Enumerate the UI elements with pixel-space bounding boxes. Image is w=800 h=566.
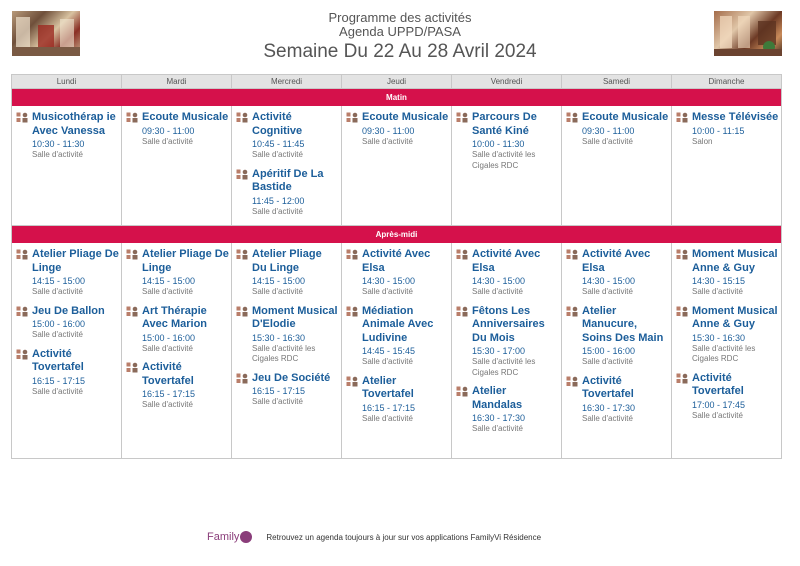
activity-icon <box>126 248 142 298</box>
activity-icon <box>346 305 362 368</box>
activity-title: Atelier Pliage Du Linge <box>252 248 322 274</box>
morning-cell-3 <box>232 106 342 225</box>
activity-title: Activité Avec Elsa <box>582 248 651 274</box>
morning-section-band: Matin <box>12 89 781 106</box>
activity-icon <box>16 348 32 398</box>
activity-time: 09:30 - 11:00 <box>362 125 415 136</box>
afternoon-cell-5 <box>452 243 562 458</box>
activity-time: 10:00 - 11:15 <box>692 125 745 136</box>
activity-title: Atelier Manucure, Soins Des Main <box>582 304 664 344</box>
activity-entry[interactable] <box>566 248 669 298</box>
activity-entry[interactable] <box>16 305 119 341</box>
activity-location: Salle d'activité <box>142 400 193 409</box>
activity-title: Fêtons Les Anniversaires Du Mois <box>472 304 545 344</box>
activity-entry[interactable] <box>16 111 119 161</box>
activity-time: 16:30 - 17:30 <box>582 402 636 413</box>
activity-location: Salle d'activité <box>472 287 523 296</box>
activity-title: Atelier Pliage De Linge <box>32 248 119 274</box>
activity-location: Salle d'activité <box>252 397 303 406</box>
activity-icon <box>566 248 582 298</box>
activity-location: Salle d'activité <box>362 413 413 423</box>
activity-time: 15:00 - 16:00 <box>582 346 636 356</box>
activity-location: Salle d'activité <box>362 357 413 366</box>
activity-title: Moment Musical Anne & Guy <box>692 304 778 330</box>
activity-location: Salle d'activité <box>692 410 743 420</box>
activity-icon <box>456 248 472 298</box>
activity-entry[interactable] <box>346 111 449 147</box>
activity-entry[interactable] <box>566 111 669 147</box>
activity-time: 17:00 - 17:45 <box>692 399 746 410</box>
activity-location: Salle d'activité <box>582 413 633 423</box>
activity-title: Atelier Pliage De Linge <box>142 248 229 274</box>
morning-row <box>12 106 781 225</box>
afternoon-cell-6 <box>562 243 672 458</box>
activity-location: Salle d'activité <box>582 136 633 146</box>
familyvi-logo-mark-icon <box>240 531 252 543</box>
activity-time: 14:30 - 15:00 <box>362 276 416 286</box>
afternoon-cell-3 <box>232 243 342 458</box>
activity-entry[interactable] <box>236 248 339 298</box>
activity-title: Activité Avec Elsa <box>362 248 431 274</box>
activity-location: Salle d'activité les Cigales RDC <box>252 343 316 363</box>
activity-title: Parcours De Santé Kiné <box>472 111 537 137</box>
activity-time: 15:00 - 16:00 <box>32 319 86 329</box>
activity-location: Salle d'activité <box>252 150 303 159</box>
activity-entry[interactable] <box>236 305 339 365</box>
activity-title: Ecoute Musicale <box>142 111 229 123</box>
logo-text: Family <box>207 531 240 543</box>
activity-icon <box>126 111 142 147</box>
activity-title: Activité Cognitive <box>252 111 303 137</box>
footer <box>207 531 541 543</box>
morning-cell-6 <box>562 106 672 225</box>
activity-entry[interactable] <box>566 375 669 425</box>
day-header-2: Mardi <box>122 75 232 88</box>
activity-time: 09:30 - 11:00 <box>582 125 635 136</box>
activity-location: Salle d'activité <box>32 330 83 339</box>
activity-entry[interactable] <box>126 305 229 355</box>
activity-time: 16:15 - 17:15 <box>252 386 306 396</box>
activity-entry[interactable] <box>126 111 229 147</box>
activity-icon <box>456 385 472 435</box>
activity-time: 14:15 - 15:00 <box>252 276 306 286</box>
activity-location: Salle d'activité <box>142 343 193 353</box>
activity-title: Activité Tovertafel <box>142 361 194 387</box>
familyvi-logo <box>207 531 252 543</box>
activity-title: Atelier Tovertafel <box>362 374 414 400</box>
activity-entry[interactable] <box>236 168 339 218</box>
activity-time: 14:15 - 15:00 <box>32 276 86 286</box>
activity-entry[interactable] <box>676 248 779 298</box>
activity-entry[interactable] <box>676 305 779 365</box>
activity-time: 15:30 - 16:30 <box>692 332 746 343</box>
activity-time: 14:30 - 15:00 <box>472 276 526 286</box>
agenda-subtitle: Agenda UPPD/PASA <box>339 24 461 39</box>
activity-location: Salon <box>692 136 713 146</box>
activity-icon <box>566 305 582 368</box>
activity-time: 16:15 - 17:15 <box>32 375 86 386</box>
activity-icon <box>126 305 142 355</box>
activity-entry[interactable] <box>346 305 449 368</box>
activity-location: Salle d'activité <box>32 386 83 396</box>
activity-icon <box>236 372 252 408</box>
activity-location: Salle d'activité <box>362 287 413 296</box>
activity-icon <box>16 111 32 161</box>
day-header-3: Mercredi <box>232 75 342 88</box>
activity-icon <box>236 305 252 365</box>
activity-icon <box>456 305 472 379</box>
activity-time: 14:15 - 15:00 <box>142 276 196 286</box>
activity-entry[interactable] <box>236 111 339 161</box>
activity-title: Ecoute Musicale <box>582 111 669 123</box>
day-header-1: Lundi <box>12 75 122 88</box>
activity-location: Salle d'activité <box>252 206 303 216</box>
activity-entry[interactable] <box>456 385 559 435</box>
activity-location: Salle d'activité <box>142 136 193 146</box>
activity-location: Salle d'activité les Cigales RDC <box>472 357 536 377</box>
activity-title: Activité Tovertafel <box>692 371 744 397</box>
week-heading: Semaine Du 22 Au 28 Avril 2024 <box>263 41 537 62</box>
activity-title: Ecoute Musicale <box>362 111 449 123</box>
activity-icon <box>456 111 472 171</box>
activity-title: Activité Avec Elsa <box>472 248 541 274</box>
activity-entry[interactable] <box>456 305 559 379</box>
morning-cell-4 <box>342 106 452 225</box>
activity-title: Apéritif De La Bastide <box>252 167 324 193</box>
activity-icon <box>16 248 32 298</box>
activity-entry[interactable] <box>126 361 229 411</box>
activity-location: Salle d'activité <box>362 136 413 146</box>
activity-location: Salle d'activité <box>32 150 83 159</box>
activity-location: Salle d'activité <box>472 424 523 433</box>
activity-time: 10:00 - 11:30 <box>472 139 525 149</box>
activity-title: Médiation Animale Avec Ludivine <box>362 304 434 344</box>
activity-entry[interactable] <box>676 372 779 422</box>
day-header-6: Samedi <box>562 75 672 88</box>
activity-title: Art Thérapie Avec Marion <box>142 304 208 330</box>
activity-time: 15:30 - 17:00 <box>472 346 526 356</box>
activity-time: 15:00 - 16:00 <box>142 332 196 343</box>
activity-entry[interactable] <box>236 372 339 408</box>
activity-icon <box>566 375 582 425</box>
activity-title: Moment Musical D'Elodie <box>252 304 338 330</box>
afternoon-row <box>12 243 781 458</box>
activity-location: Salle d'activité les Cigales RDC <box>472 150 536 170</box>
day-header-5: Vendredi <box>452 75 562 88</box>
activity-icon <box>676 248 692 298</box>
activity-icon <box>346 248 362 298</box>
activity-title: Activité Tovertafel <box>32 347 84 373</box>
program-title: Programme des activités <box>328 10 472 25</box>
activity-icon <box>346 111 362 147</box>
afternoon-cell-1 <box>12 243 122 458</box>
activity-title: Messe Télévisée <box>692 111 779 123</box>
activity-icon <box>236 248 252 298</box>
activity-entry[interactable] <box>346 248 449 298</box>
morning-cell-1 <box>12 106 122 225</box>
activity-icon <box>676 111 692 147</box>
footer-note: Retrouvez un agenda toujours à jour sur vos applications FamilyVi Résidence <box>266 532 542 542</box>
activity-location: Salle d'activité <box>142 287 193 296</box>
activity-entry[interactable] <box>566 305 669 368</box>
activity-time: 14:30 - 15:00 <box>582 276 636 286</box>
activity-location: Salle d'activité <box>252 287 303 296</box>
activity-time: 10:45 - 11:45 <box>252 139 305 149</box>
activity-icon <box>676 305 692 365</box>
activity-icon <box>236 111 252 161</box>
activity-time: 16:15 - 17:15 <box>142 389 196 399</box>
morning-cell-5 <box>452 106 562 225</box>
afternoon-cell-2 <box>122 243 232 458</box>
afternoon-section-band: Après-midi <box>12 226 781 243</box>
activity-title: Jeu De Ballon <box>32 304 105 317</box>
day-header-4: Jeudi <box>342 75 452 88</box>
activity-icon <box>676 372 692 422</box>
activity-title: Atelier Mandalas <box>472 385 523 411</box>
day-header-row <box>12 75 781 89</box>
activity-time: 16:15 - 17:15 <box>362 402 416 413</box>
activity-entry[interactable] <box>676 111 779 147</box>
activity-title: Musicothérap ie Avec Vanessa <box>32 111 116 137</box>
activity-location: Salle d'activité les Cigales RDC <box>692 343 756 363</box>
activity-entry[interactable] <box>456 248 559 298</box>
activity-time: 09:30 - 11:00 <box>142 125 195 136</box>
activity-time: 14:45 - 15:45 <box>362 346 416 356</box>
activity-time: 14:30 - 15:15 <box>692 276 746 286</box>
activity-icon <box>16 305 32 341</box>
activity-entry[interactable] <box>456 111 559 171</box>
activity-icon <box>566 111 582 147</box>
activity-entry[interactable] <box>126 248 229 298</box>
afternoon-cell-4 <box>342 243 452 458</box>
activity-icon <box>236 168 252 218</box>
activity-location: Salle d'activité <box>582 287 633 296</box>
activity-entry[interactable] <box>16 348 119 398</box>
activity-location: Salle d'activité <box>582 357 633 366</box>
activity-entry[interactable] <box>346 375 449 425</box>
activity-location: Salle d'activité <box>32 287 83 296</box>
activity-time: 11:45 - 12:00 <box>252 195 305 206</box>
activity-icon <box>346 375 362 425</box>
weekly-schedule-grid <box>11 74 782 459</box>
activity-title: Moment Musical Anne & Guy <box>692 248 778 274</box>
activity-time: 10:30 - 11:30 <box>32 139 85 149</box>
activity-time: 15:30 - 16:30 <box>252 332 306 343</box>
activity-icon <box>126 361 142 411</box>
activity-entry[interactable] <box>16 248 119 298</box>
morning-cell-2 <box>122 106 232 225</box>
activity-title: Activité Tovertafel <box>582 374 634 400</box>
activity-time: 16:30 - 17:30 <box>472 413 526 423</box>
afternoon-cell-7 <box>672 243 781 458</box>
day-header-7: Dimanche <box>708 77 745 86</box>
activity-title: Jeu De Société <box>252 371 331 384</box>
activity-location: Salle d'activité <box>692 287 743 296</box>
morning-cell-7 <box>672 106 781 225</box>
